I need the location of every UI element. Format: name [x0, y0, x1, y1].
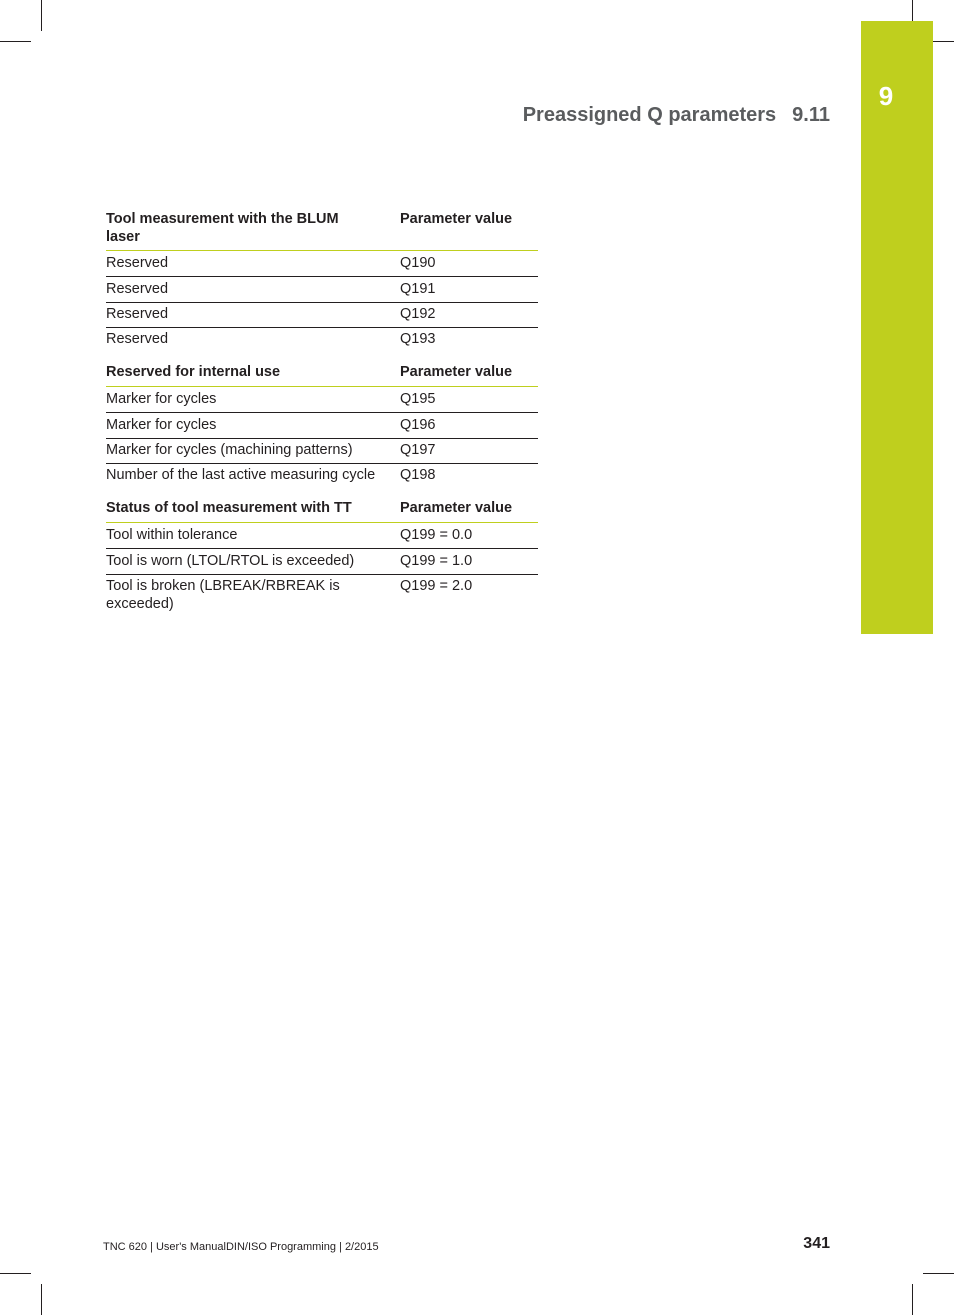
table-row: [106, 523, 538, 549]
crop-mark: [0, 41, 31, 42]
table-header: [106, 499, 538, 523]
table-row: [106, 413, 538, 439]
crop-mark: [41, 0, 42, 31]
header-label: Tool measurement with the BLUM laser: [106, 211, 339, 245]
row-label: Tool is worn (LTOL/RTOL is exceeded): [106, 553, 355, 569]
row-label: Marker for cycles (machining patterns): [106, 442, 353, 458]
row-value: Q198: [400, 467, 436, 483]
row-value: Q191: [400, 281, 436, 297]
row-label: Reserved: [106, 306, 169, 322]
parameter-table-internal: [106, 363, 538, 488]
table-row: [106, 575, 538, 617]
row-label: Reserved: [106, 255, 169, 271]
crop-mark: [41, 1284, 42, 1315]
table-row: [106, 549, 538, 575]
row-value: Q196: [400, 417, 436, 433]
table-row: [106, 464, 538, 488]
section-number: 9.11: [792, 104, 830, 126]
row-value: Q190: [400, 255, 436, 271]
footer-text: TNC 620 | User's ManualDIN/ISO Programming | 2/2015: [103, 1241, 379, 1253]
table-row: [106, 387, 538, 413]
chapter-tab: [861, 21, 933, 634]
table-row: [106, 328, 538, 352]
chapter-number: 9: [878, 81, 894, 111]
table-row: [106, 277, 538, 303]
row-label: Reserved: [106, 281, 169, 297]
header-label: Status of tool measurement with TT: [106, 500, 352, 516]
header-value: Parameter value: [400, 364, 513, 380]
row-label: Tool is broken (LBREAK/RBREAK is exceeded): [106, 578, 340, 612]
row-value: Q193: [400, 331, 436, 347]
section-title: Preassigned Q parameters: [522, 104, 777, 126]
row-label: Tool within tolerance: [106, 527, 238, 543]
table-row: [106, 251, 538, 277]
row-value: Q199 = 1.0: [400, 553, 473, 569]
table-header: [106, 210, 538, 251]
parameter-table-blum: [106, 210, 538, 352]
crop-mark: [912, 0, 913, 21]
crop-mark: [923, 1273, 954, 1274]
row-value: Q199 = 2.0: [400, 578, 473, 594]
table-row: [106, 439, 538, 464]
row-value: Q195: [400, 391, 436, 407]
row-label: Marker for cycles: [106, 417, 217, 433]
parameter-table-tt-status: [106, 499, 538, 617]
table-row: [106, 303, 538, 328]
row-label: Marker for cycles: [106, 391, 217, 407]
crop-mark: [912, 1284, 913, 1315]
table-header: [106, 363, 538, 387]
row-value: Q199 = 0.0: [400, 527, 473, 543]
crop-mark: [0, 1273, 31, 1274]
running-head: [523, 104, 830, 127]
row-label: Reserved: [106, 331, 169, 347]
header-value: Parameter value: [400, 211, 513, 227]
page-number: 341: [803, 1235, 830, 1252]
row-value: Q197: [400, 442, 436, 458]
header-value: Parameter value: [400, 500, 513, 516]
header-label: Reserved for internal use: [106, 364, 281, 380]
row-value: Q192: [400, 306, 436, 322]
row-label: Number of the last active measuring cycle: [106, 467, 376, 483]
